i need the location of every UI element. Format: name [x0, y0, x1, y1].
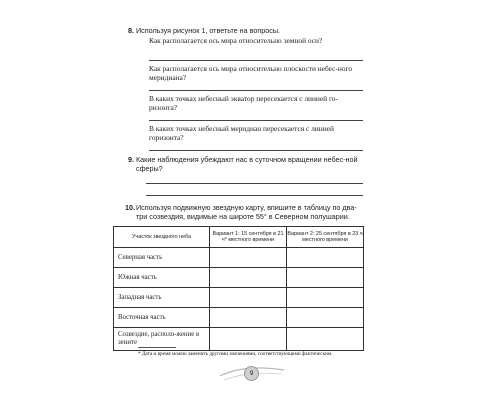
- column-header: Вариант 1: 15 сентября в 21 ч* местного времени: [210, 227, 287, 248]
- table-row: [114, 268, 364, 288]
- subquestion-3: В каких точках небесный экватор пересекается с линией го-ризонта?: [149, 94, 338, 112]
- answer-line[interactable]: [149, 90, 363, 91]
- answer-cell[interactable]: [210, 288, 287, 308]
- answer-cell[interactable]: [287, 248, 364, 268]
- row-label: Созвездие, располо-жение в зените: [114, 328, 210, 351]
- answer-cell[interactable]: [210, 308, 287, 328]
- table-header-row: [114, 227, 364, 248]
- answer-cell[interactable]: [287, 288, 364, 308]
- answer-cell[interactable]: [210, 248, 287, 268]
- column-header: Вариант 2: 25 сентября в 23 ч местного времени: [287, 227, 364, 248]
- row-label: Южная часть: [114, 268, 210, 288]
- subquestion-1: Как располагается ось мира относительно земной оси?: [149, 36, 323, 45]
- question-text: Используя рисунок 1, ответьте на вопросы.: [136, 26, 280, 35]
- answer-line[interactable]: [146, 195, 363, 196]
- answer-cell[interactable]: [287, 268, 364, 288]
- row-label: Северная часть: [114, 248, 210, 268]
- answer-line[interactable]: [149, 150, 363, 151]
- question-text: Какие наблюдения убеждают нас в суточном вращении небес-ной сферы?: [136, 155, 358, 173]
- footnote-divider: [138, 347, 176, 348]
- row-label: Восточная часть: [114, 308, 210, 328]
- answer-cell[interactable]: [210, 328, 287, 351]
- answer-cell[interactable]: [210, 268, 287, 288]
- question-8: [128, 26, 364, 36]
- answer-line[interactable]: [146, 183, 363, 184]
- subquestion-4: В каких точках небесный меридиан пересекается с линией горизонта?: [149, 124, 334, 142]
- answer-cell[interactable]: [287, 308, 364, 328]
- question-9: [128, 155, 364, 173]
- column-header: Участок звездного неба: [114, 227, 210, 248]
- question-number: 8.: [128, 26, 134, 35]
- subquestion-2: Как располагается ось мира относительно плоскости небес-ного меридиана?: [149, 64, 353, 82]
- question-number: 9.: [128, 155, 134, 164]
- answer-cell[interactable]: [287, 328, 364, 351]
- answer-line[interactable]: [149, 120, 363, 121]
- question-text: Используя подвижную звездную карту, впишите в таблицу по два-три созвездия, видимые на широте 55° в Северном полушарии.: [136, 203, 357, 221]
- row-label: Западная часть: [114, 288, 210, 308]
- answer-line[interactable]: [149, 60, 363, 61]
- question-number: 10.: [125, 203, 135, 212]
- table-row: [114, 308, 364, 328]
- constellation-table: [113, 226, 364, 351]
- table-row: [114, 248, 364, 268]
- table-row: [114, 288, 364, 308]
- question-10: [125, 203, 364, 221]
- footnote: * Дата и время можно заменить другими значениями, соответствующими фактическим.: [138, 351, 333, 357]
- page-number: 9: [244, 366, 259, 381]
